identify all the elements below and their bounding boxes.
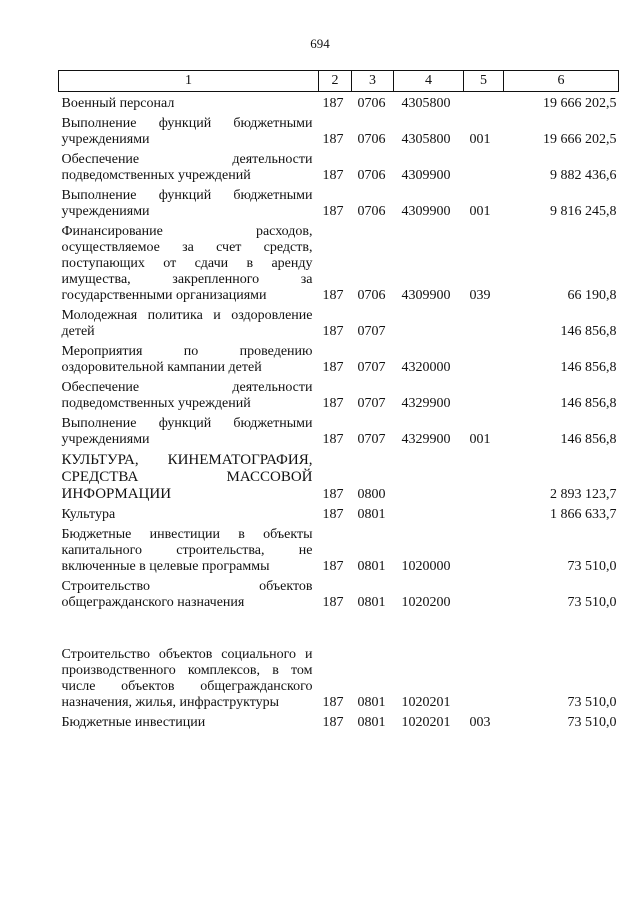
row-amount: 19 666 202,5	[543, 132, 617, 147]
row-name: Выполнение функций бюджетными учреждениями	[61, 116, 313, 147]
row-code-2: 187	[322, 715, 344, 730]
row-code-4: 4309900	[401, 204, 451, 219]
row-name: Строительство объектов общегражданского назначения	[61, 579, 313, 610]
row-code-3: 0706	[357, 204, 386, 219]
row-amount: 66 190,8	[567, 288, 617, 303]
table-row	[59, 304, 619, 340]
row-code-5	[464, 523, 504, 575]
row-code-4: 1020201	[401, 695, 451, 710]
row-amount: 146 856,8	[560, 324, 617, 339]
row-code-5: 001	[469, 432, 491, 447]
row-amount: 73 510,0	[567, 715, 617, 730]
row-name: Бюджетные инвестиции в объекты капитального строительства, не включенные в целевые программы	[61, 527, 313, 574]
row-code-2: 187	[322, 324, 344, 339]
row-code-2: 187	[322, 132, 344, 147]
row-code-4	[394, 448, 464, 503]
row-amount: 146 856,8	[560, 360, 617, 375]
row-code-2: 187	[322, 487, 344, 502]
row-code-3: 0801	[357, 507, 386, 522]
row-amount: 73 510,0	[567, 695, 617, 710]
table-row	[59, 92, 619, 113]
row-code-5	[464, 304, 504, 340]
table-row	[59, 112, 619, 148]
row-amount: 73 510,0	[567, 595, 617, 610]
header-col-2: 2	[319, 71, 352, 92]
row-code-5: 039	[469, 288, 491, 303]
row-code-3: 0706	[357, 168, 386, 183]
row-name: Финансирование расходов, осуществляемое за счет средств, поступающих от сдачи в аренду имущества, закрепленного за государственными организациями	[61, 224, 313, 303]
table-header-row	[59, 71, 619, 92]
header-col-1: 1	[59, 71, 319, 92]
row-code-4: 1020200	[401, 595, 451, 610]
row-amount: 9 882 436,6	[550, 168, 617, 183]
row-amount: 9 816 245,8	[550, 204, 617, 219]
row-code-4: 4329900	[401, 432, 451, 447]
page-number: 694	[310, 36, 330, 51]
row-code-3: 0707	[357, 432, 386, 447]
table-row	[59, 184, 619, 220]
row-code-4: 4309900	[401, 168, 451, 183]
row-code-3: 0801	[357, 559, 386, 574]
row-code-3: 0801	[357, 695, 386, 710]
row-code-5	[464, 340, 504, 376]
row-name: Молодежная политика и оздоровление детей	[61, 308, 313, 339]
row-code-5	[464, 148, 504, 184]
row-name: Мероприятия по проведению оздоровительной кампании детей	[61, 344, 313, 375]
row-name: Выполнение функций бюджетными учреждениями	[61, 416, 313, 447]
row-amount: 1 866 633,7	[550, 507, 617, 522]
row-code-5: 001	[469, 132, 491, 147]
row-code-2: 187	[322, 360, 344, 375]
table-row	[59, 412, 619, 448]
row-code-5	[464, 575, 504, 611]
row-code-4: 4329900	[401, 396, 451, 411]
row-code-3: 0706	[357, 132, 386, 147]
row-code-3: 0706	[357, 96, 386, 111]
row-amount: 146 856,8	[560, 396, 617, 411]
row-code-2: 187	[322, 432, 344, 447]
row-code-3: 0801	[357, 595, 386, 610]
row-code-3: 0800	[357, 487, 386, 502]
row-code-4: 4320000	[401, 360, 451, 375]
table-row	[59, 148, 619, 184]
row-code-3: 0707	[357, 324, 386, 339]
row-code-3: 0707	[357, 396, 386, 411]
row-code-5	[464, 448, 504, 503]
table-row	[59, 340, 619, 376]
row-code-3: 0801	[357, 715, 386, 730]
row-code-2: 187	[322, 507, 344, 522]
row-code-4: 4309900	[401, 288, 451, 303]
row-code-2: 187	[322, 695, 344, 710]
row-name: Культура	[61, 507, 116, 522]
row-code-2: 187	[322, 595, 344, 610]
row-code-3: 0706	[357, 288, 386, 303]
row-amount: 146 856,8	[560, 432, 617, 447]
row-code-2: 187	[322, 288, 344, 303]
row-name: Обеспечение деятельности подведомственных учреждений	[61, 152, 313, 183]
table-row	[59, 503, 619, 523]
table-row	[59, 711, 619, 731]
table-row	[59, 523, 619, 575]
row-code-4: 4305800	[401, 96, 451, 111]
row-name: Строительство объектов социального и производственного комплексов, в том числе объектов общегражданского назначения, жилья, инфраструктуры	[61, 647, 313, 710]
table-row	[59, 376, 619, 412]
row-code-2: 187	[322, 96, 344, 111]
row-code-2: 187	[322, 559, 344, 574]
row-name: Бюджетные инвестиции	[61, 715, 206, 730]
row-code-4: 1020201	[401, 715, 451, 730]
header-col-3: 3	[352, 71, 394, 92]
row-code-5: 003	[469, 715, 491, 730]
table-row-section-heading	[59, 448, 619, 503]
row-code-5	[464, 92, 504, 113]
header-col-4: 4	[394, 71, 464, 92]
row-name: КУЛЬТУРА, КИНЕМАТОГРАФИЯ, СРЕДСТВА МАССОВОЙ ИНФОРМАЦИИ	[61, 452, 313, 502]
row-amount: 73 510,0	[567, 559, 617, 574]
row-code-4	[394, 304, 464, 340]
row-code-2: 187	[322, 204, 344, 219]
row-amount: 2 893 123,7	[550, 487, 617, 502]
row-name: Военный персонал	[61, 96, 175, 111]
row-code-5: 001	[469, 204, 491, 219]
row-code-5	[464, 376, 504, 412]
row-code-5	[464, 503, 504, 523]
row-code-5	[464, 611, 504, 711]
row-code-4: 4305800	[401, 132, 451, 147]
row-name: Выполнение функций бюджетными учреждениями	[61, 188, 313, 219]
row-code-3: 0707	[357, 360, 386, 375]
table-row	[59, 611, 619, 711]
row-code-2: 187	[322, 396, 344, 411]
row-code-4: 1020000	[401, 559, 451, 574]
header-col-6: 6	[504, 71, 619, 92]
header-col-5: 5	[464, 71, 504, 92]
row-code-4	[394, 503, 464, 523]
row-code-2: 187	[322, 168, 344, 183]
row-name: Обеспечение деятельности подведомственных учреждений	[61, 380, 313, 411]
table-row	[59, 220, 619, 304]
row-amount: 19 666 202,5	[543, 96, 617, 111]
budget-table	[58, 70, 619, 731]
table-row	[59, 575, 619, 611]
